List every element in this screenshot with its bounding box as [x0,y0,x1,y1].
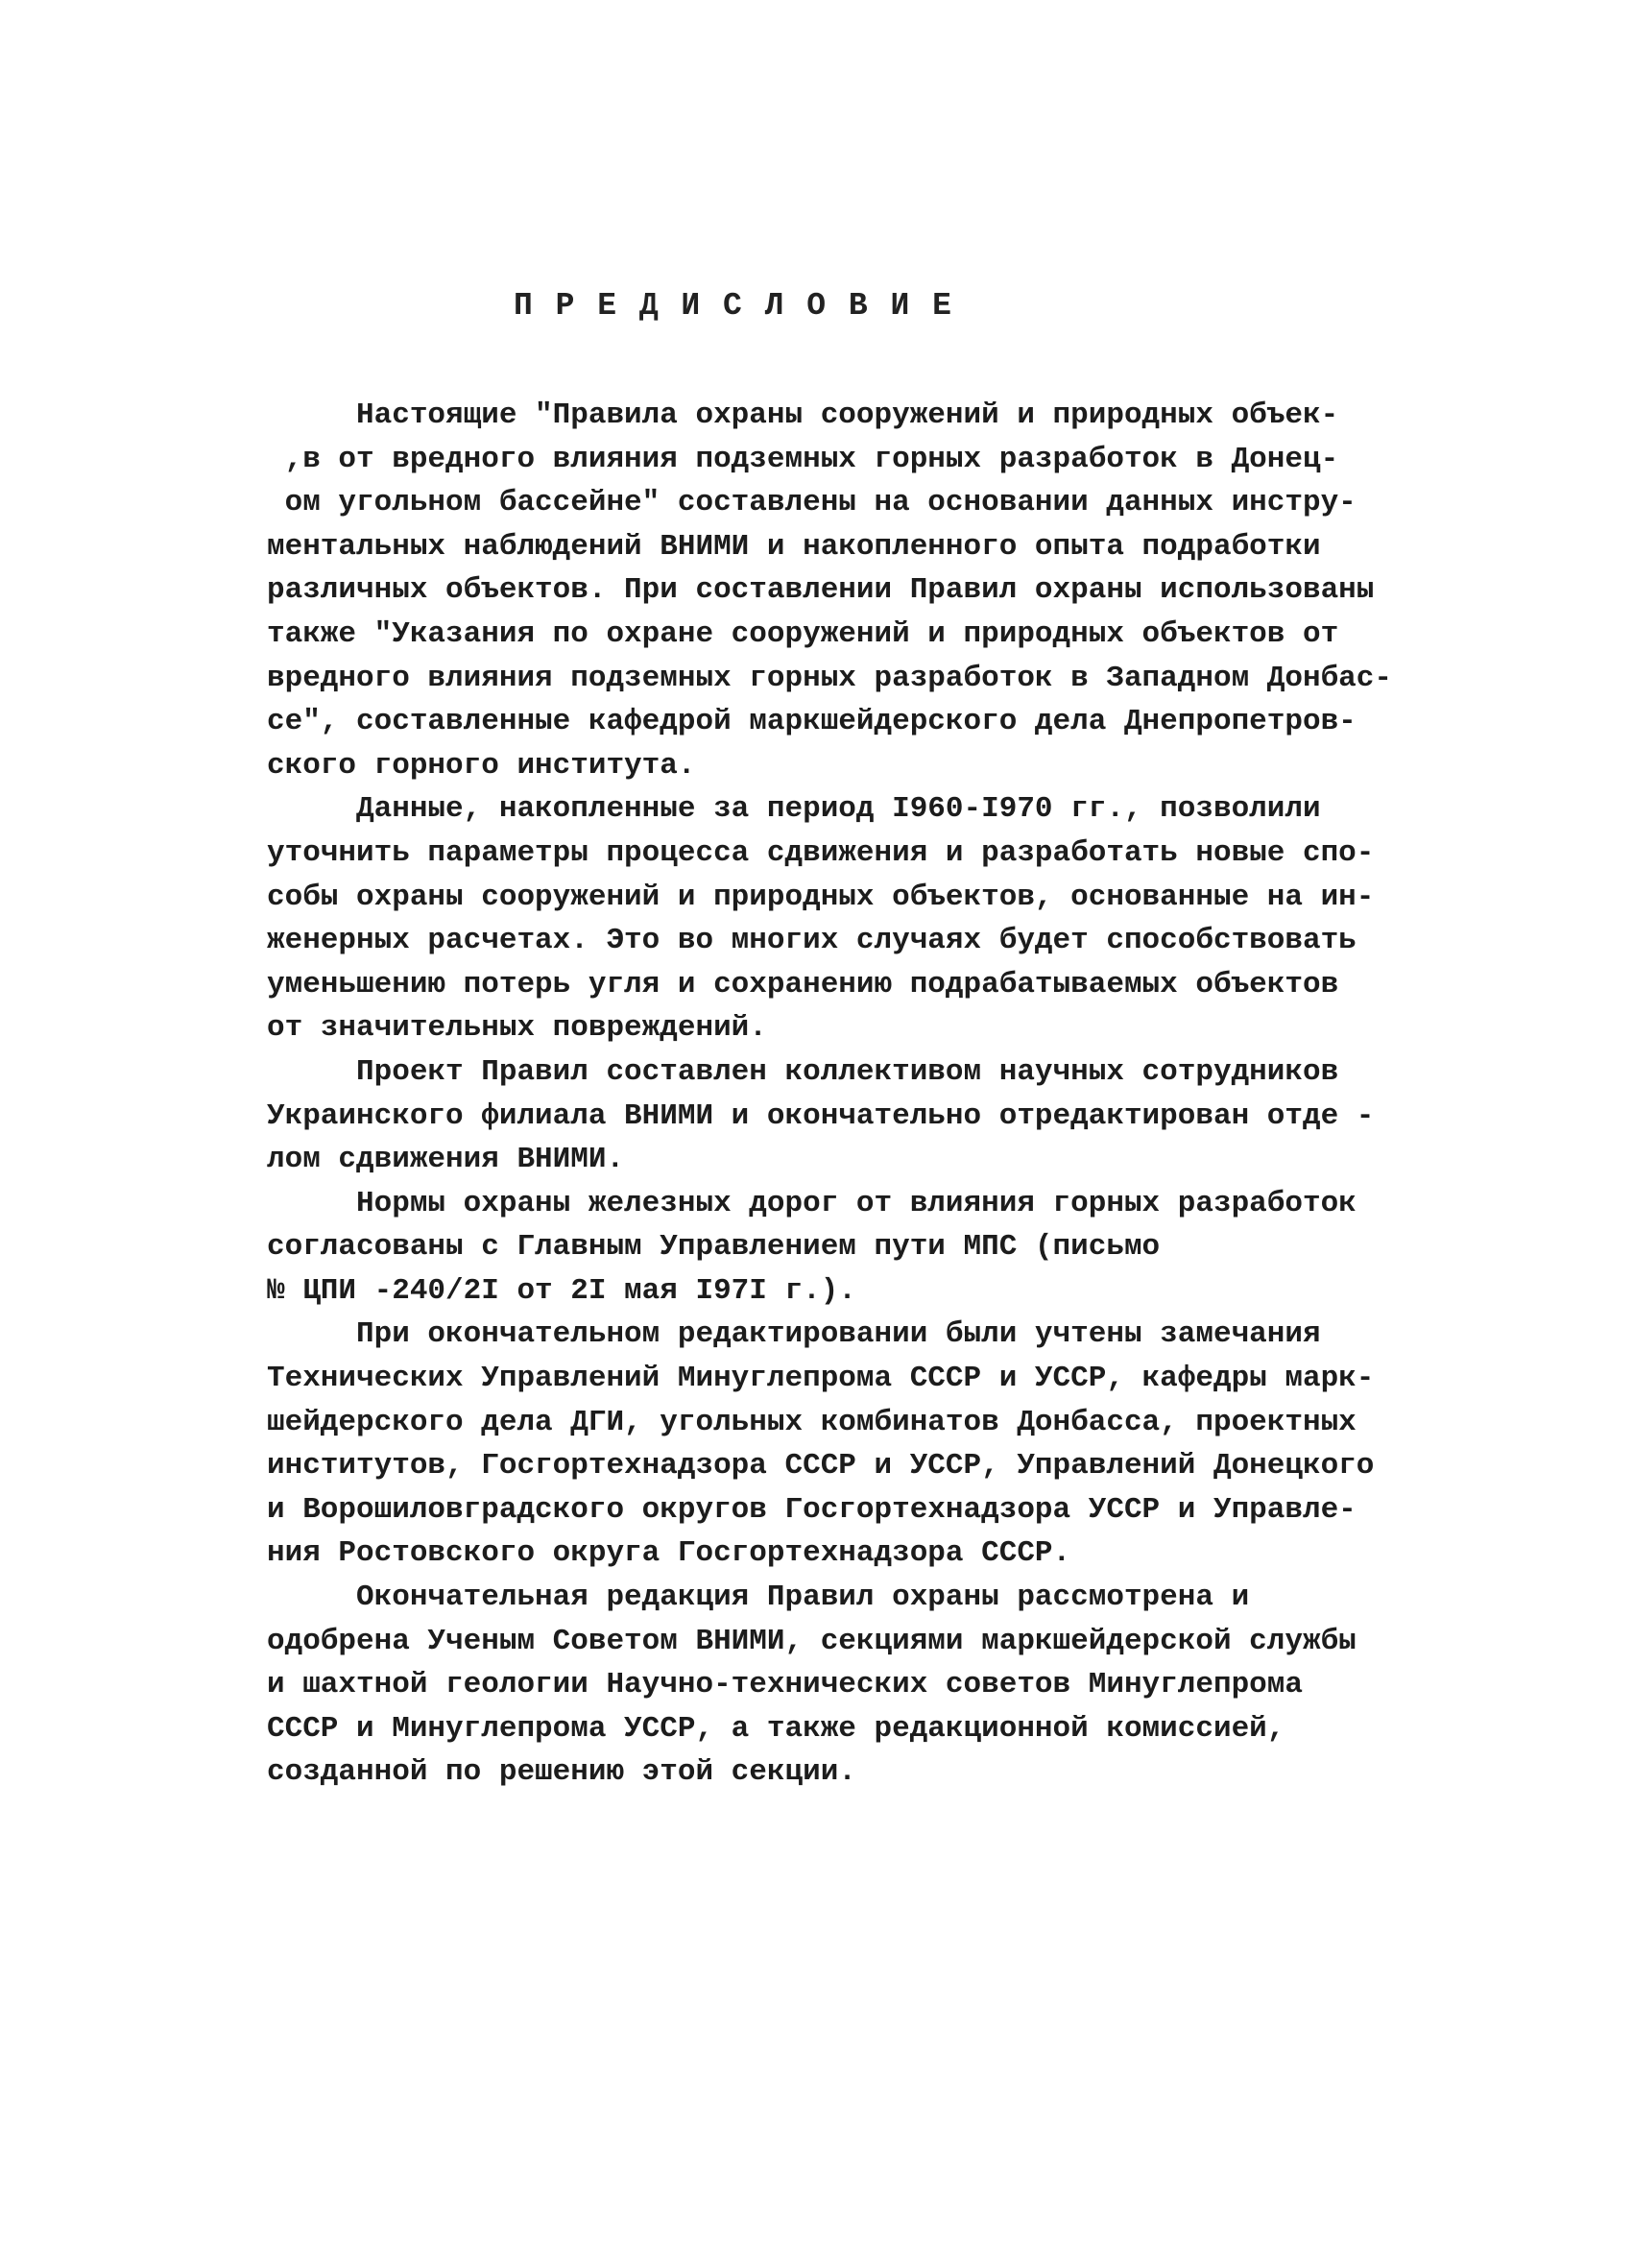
text-line: ом угольном бассейне" составлены на основании данных инстру- [267,486,1357,520]
text-line: При окончательном редактировании были учтены замечания [267,1317,1321,1352]
preface-body [267,394,1400,1795]
text-line: и Ворошиловградского округов Госгортехнадзора УССР и Управле- [267,1492,1357,1527]
text-line: уменьшению потерь угля и сохранению подрабатываемых объектов [267,967,1339,1001]
text-line: Данные, накопленные за период I960-I970 гг., позволили [267,792,1321,827]
text-line: институтов, Госгортехнадзора СССР и УССР, Управлений Донецкого [267,1449,1375,1484]
text-line: Настоящие "Правила охраны сооружений и природных объек- [267,398,1339,432]
text-line: ментальных наблюдений ВНИМИ и накопленного опыта подработки [267,529,1321,564]
text-line: различных объектов. При составлении Правил охраны использованы [267,573,1375,608]
text-line: согласованы с Главным Управлением пути МПС (письмо [267,1230,1161,1265]
text-line: се", составленные кафедрой маркшейдерского дела Днепропетров- [267,705,1357,739]
page-heading: П Р Е Д И С Л О В И Е [514,288,953,324]
text-line: от значительных повреждений. [267,1011,767,1046]
text-line: также "Указания по охране сооружений и природных объектов от [267,616,1339,651]
text-line: Окончательная редакция Правил охраны рассмотрена и [267,1580,1250,1615]
text-line: Технических Управлений Минуглепрома СССР и УССР, кафедры марк- [267,1362,1375,1396]
text-line: ния Ростовского округа Госгортехнадзора СССР. [267,1536,1071,1571]
text-line: женерных расчетах. Это во многих случаях будет способствовать [267,924,1357,958]
text-line: созданной по решению этой секции. [267,1755,856,1790]
text-line: вредного влияния подземных горных разработок в Западном Донбас- [267,661,1392,695]
text-line: Проект Правил составлен коллективом научных сотрудников [267,1054,1339,1089]
text-line: одобрена Ученым Советом ВНИМИ, секциями маркшейдерской службы [267,1624,1357,1658]
text-line: и шахтной геологии Научно-технических советов Минуглепрома [267,1668,1303,1702]
text-line: СССР и Минуглепрома УССР, а также редакционной комиссией, [267,1711,1285,1746]
text-line: уточнить параметры процесса сдвижения и разработать новые спо- [267,835,1375,870]
text-line: Нормы охраны железных дорог от влияния горных разработок [267,1186,1357,1220]
text-line: ,в от вредного влияния подземных горных разработок в Донец- [267,442,1339,476]
text-line: шейдерского дела ДГИ, угольных комбинатов Донбасса, проектных [267,1405,1357,1439]
text-line: собы охраны сооружений и природных объектов, основанные на ин- [267,880,1375,914]
text-line: Украинского филиала ВНИМИ и окончательно отредактирован отде - [267,1098,1375,1133]
text-line: лом сдвижения ВНИМИ. [267,1143,625,1177]
text-line: ского горного института. [267,748,696,783]
text-line: № ЦПИ -240/2I от 2I мая I97I г.). [267,1273,856,1308]
